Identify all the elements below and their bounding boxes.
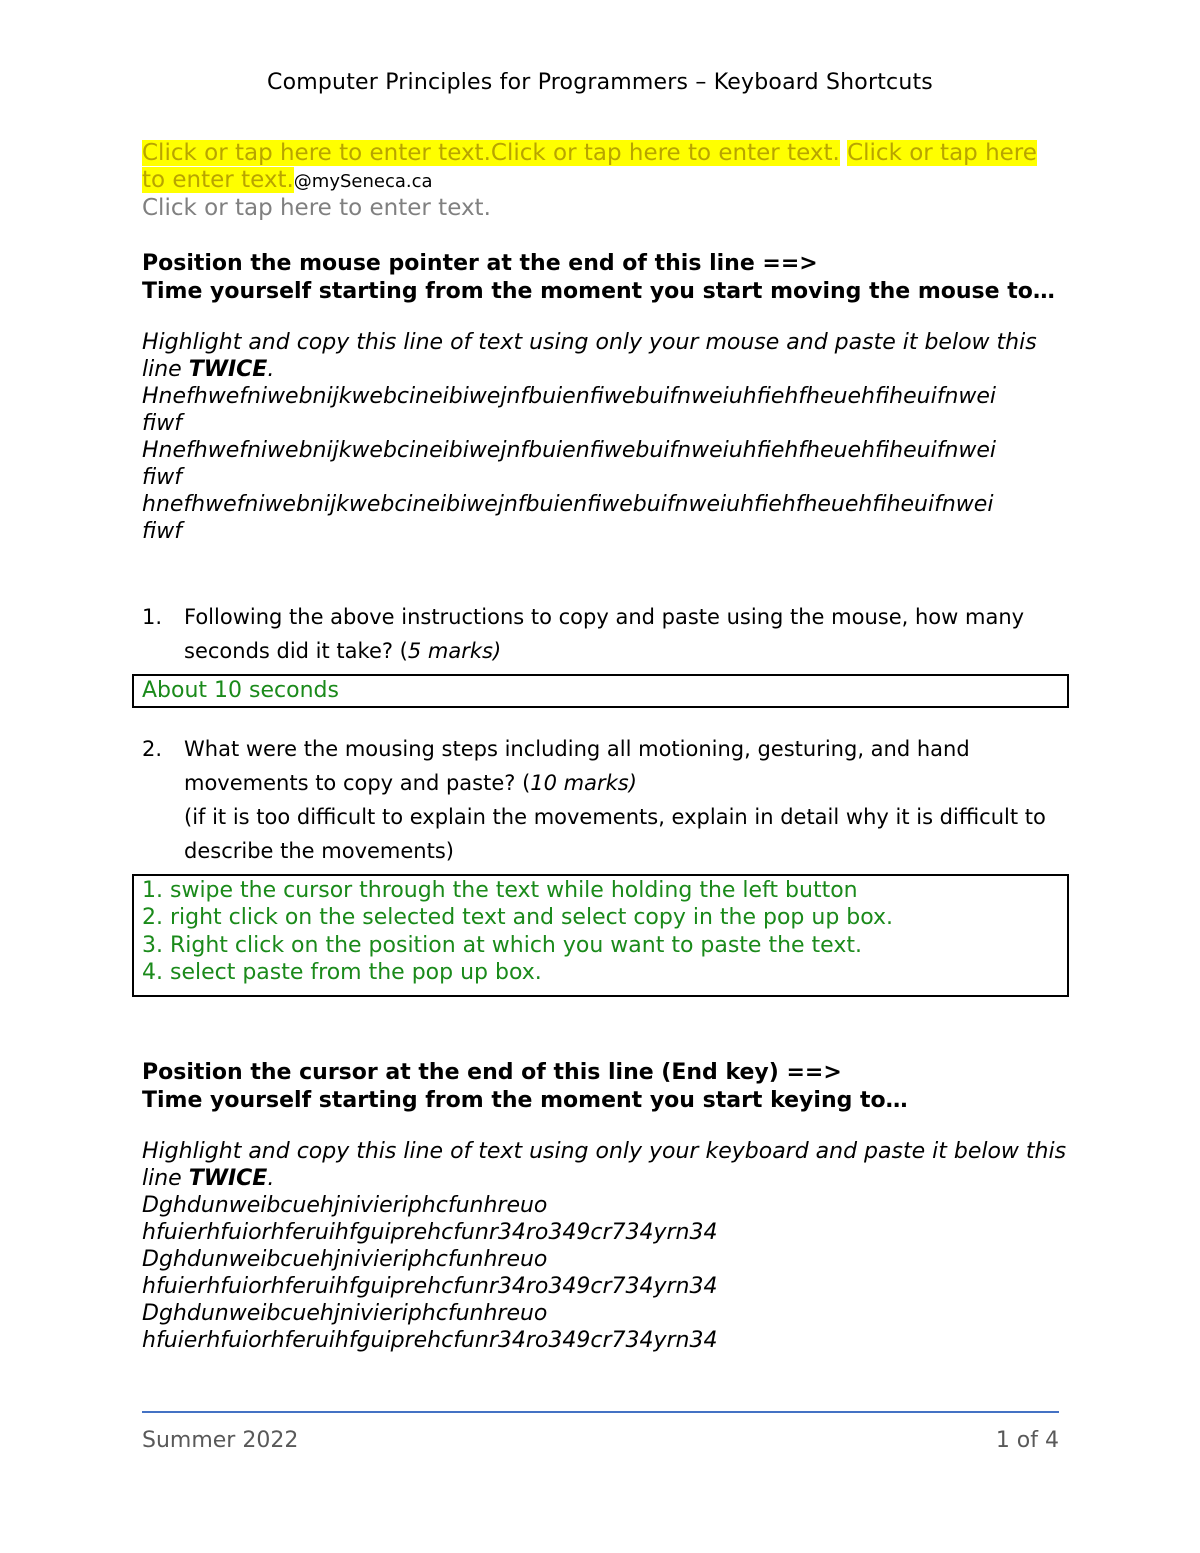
page-header: Computer Principles for Programmers – Keyboard Shortcuts — [267, 70, 933, 95]
text-line: Dghdunweibcuehjnivieriphcfunhreuo — [142, 1246, 548, 1272]
document-body — [142, 140, 1067, 1354]
keyboard-copy-text-block[interactable] — [142, 1192, 1067, 1354]
name-placeholders — [142, 140, 1067, 195]
mouse-copy-instruction: Highlight and copy this line of text using only your mouse and paste it below this line TWICE. — [142, 330, 1037, 382]
mouse-copy-text-block[interactable] — [142, 383, 1067, 545]
text-line: hnefhwefniwebnijkwebcineibiwejnfbuienfiwebuifnweiuhfiehfheuehfiheuifnwei — [142, 492, 994, 517]
answer-line: 1. swipe the cursor through the text while holding the left button — [142, 877, 858, 903]
student-id-field[interactable]: Click or tap here to enter text. — [142, 195, 491, 221]
text-line: fiwf — [142, 411, 182, 436]
email-domain: @mySeneca.ca — [293, 171, 433, 192]
text-line: Dghdunweibcuehjnivieriphcfunhreuo — [142, 1192, 548, 1218]
question-2-note: (if it is too difficult to explain the movements, explain in detail why it is difficult to describe the movements) — [184, 804, 1046, 863]
footer-divider — [142, 1411, 1059, 1413]
text-line: hfuierhfuiorhferuihfguiprehcfunr34ro349cr734yrn34 — [142, 1273, 718, 1299]
last-name-field[interactable]: Click or tap here to enter text. — [490, 140, 840, 166]
text-line: fiwf — [142, 519, 182, 544]
answer-line: 2. right click on the selected text and select copy in the pop up box. — [142, 905, 894, 930]
text-line: hfuierhfuiorhferuihfguiprehcfunr34ro349cr734yrn34 — [142, 1327, 718, 1353]
email-field[interactable]: Click or tap here to enter text. — [142, 140, 1037, 193]
mouse-instruction-1: Position the mouse pointer at the end of this line ==> — [142, 251, 818, 276]
keyboard-instruction-2: Time yourself starting from the moment you start keying to… — [142, 1087, 908, 1113]
text-line: Hnefhwefniwebnijkwebcineibiwejnfbuienfiwebuifnweiuhfiehfheuehfiheuifnwei — [142, 384, 997, 409]
text-line: Hnefhwefniwebnijkwebcineibiwejnfbuienfiwebuifnweiuhfiehfheuehfiheuifnwei — [142, 438, 997, 463]
answer-line: 4. select paste from the pop up box. — [142, 960, 542, 985]
text-line: fiwf — [142, 465, 182, 490]
keyboard-copy-instruction: Highlight and copy this line of text using only your keyboard and paste it below this line TWICE. — [142, 1138, 1067, 1191]
question-1: 1. Following the above instructions to copy and paste using the mouse, how many seconds did it take? (5 marks) — [142, 605, 1025, 663]
mouse-instruction-2: Time yourself starting from the moment you start moving the mouse to… — [142, 279, 1055, 304]
footer-term: Summer 2022 — [142, 1428, 299, 1453]
question-2: 2. What were the mousing steps including all motioning, gesturing, and hand movements to copy and paste? (10 marks) (if it is too difficult to explain the movements, explain in detail why it is difficult to describe the movements) — [142, 732, 1067, 868]
first-name-field[interactable]: Click or tap here to enter text. — [142, 140, 491, 166]
keyboard-instruction-1: Position the cursor at the end of this line (End key) ==> — [142, 1059, 842, 1085]
page-number: 1 of 4 — [995, 1428, 1059, 1453]
answer-box-1[interactable]: About 10 seconds — [132, 674, 1069, 708]
answer-line: 3. Right click on the position at which you want to paste the text. — [142, 932, 862, 958]
text-line: hfuierhfuiorhferuihfguiprehcfunr34ro349cr734yrn34 — [142, 1219, 718, 1245]
text-line: Dghdunweibcuehjnivieriphcfunhreuo — [142, 1300, 548, 1326]
answer-box-2[interactable] — [132, 874, 1069, 997]
